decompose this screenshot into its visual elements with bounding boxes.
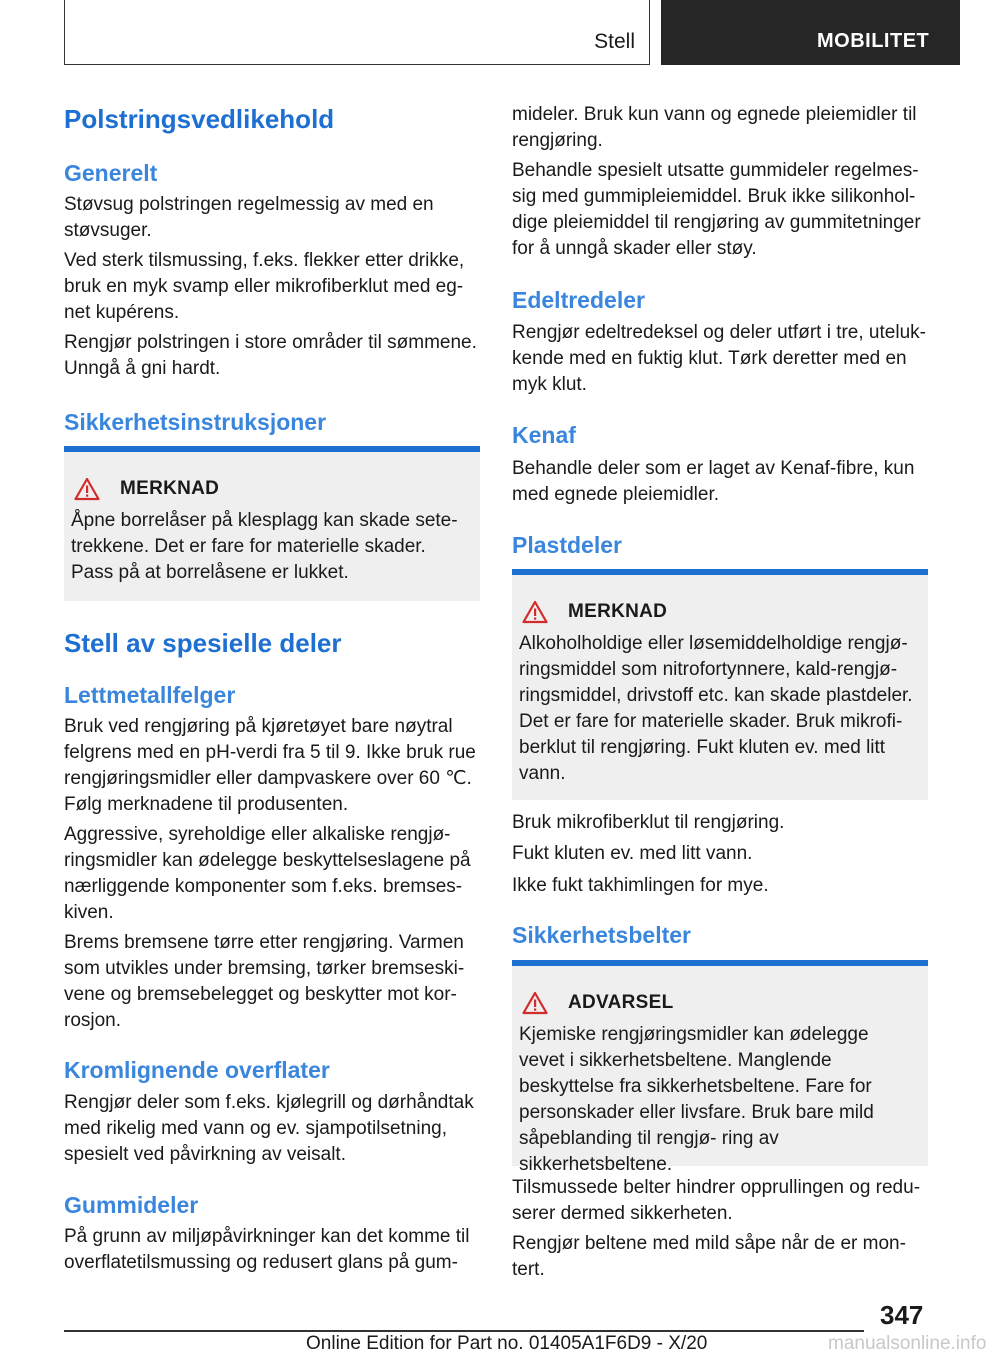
paragraph: Støvsug polstringen regelmessig av med en støvsuger.	[64, 194, 434, 241]
paragraph: Bruk mikrofiberklut til rengjøring.	[512, 812, 785, 833]
note-label: MERKNAD	[568, 601, 668, 622]
warning-triangle-icon	[522, 600, 548, 624]
paragraph: Brems bremsene tørre etter rengjøring. Varmen som utvikles under bremsing, tørker bremseski‐ vene og bremsebelegget og beskytter mot kor‐ rosjon.	[64, 932, 465, 1031]
paragraph: På grunn av miljøpåvirkninger kan det komme til overflatetilsmussing og redusert glans på gum‐	[64, 1226, 470, 1273]
note-box	[512, 569, 928, 800]
paragraph: Bruk ved rengjøring på kjøretøyet bare nøytral felgrens med en pH-verdi fra 5 til 9. Ikke bruk rue rengjøringsmidler eller dampvaskere over 60 ℃. Følg merknadene til produsenten.	[64, 716, 476, 815]
note-text: Kjemiske rengjøringsmidler kan ødelegge vevet i sikkerhetsbeltene. Manglende beskyttelse fra sikkerhetsbeltene. Fare for personskader eller livsfare. Bruk bare mild såpeblanding til rengjø‐ ring av sikkerhetsbeltene.	[519, 1024, 874, 1175]
note-header	[522, 990, 674, 1016]
heading-generelt: Generelt	[64, 160, 158, 186]
note-text: Alkoholholdige eller løsemiddelholdige rengjø‐ ringsmiddel som nitrofortynnere, kald-rengjø‐ ringsmiddel, drivstoff etc. kan skade plastdeler. Det er fare for materielle skader. Bruk mikrofi‐ berklut til rengjøring. Fukt kluten ev. med litt vann.	[519, 633, 913, 784]
header-chapter-label: MOBILITET	[817, 30, 930, 52]
heading-sikkerhetsinstruksjoner: Sikkerhetsinstruksjoner	[64, 409, 327, 435]
note-box	[64, 446, 480, 601]
heading-kenaf: Kenaf	[512, 422, 576, 448]
footer-watermark: manualsonline.info	[828, 1333, 986, 1354]
section-title-polstring: Polstringsvedlikehold	[64, 104, 335, 134]
heading-edeltredeler: Edeltredeler	[512, 287, 645, 313]
heading-lettmetallfelger: Lettmetallfelger	[64, 682, 236, 708]
note-header	[74, 476, 219, 502]
header-chapter-tab	[661, 0, 960, 65]
paragraph: Behandle spesielt utsatte gummideler regelmes‐ sig med gummipleiemiddel. Bruk ikke silikonhol‐ dige pleiemiddel til rengjøring av gummitetninger for å unngå skader eller støy.	[512, 160, 921, 259]
note-header	[522, 599, 667, 625]
footer-divider	[64, 1330, 864, 1332]
note-text: Åpne borrelåser på klesplagg kan skade sete‐ trekkene. Det er fare for materielle skader. Pass på at borrelåsene er lukket.	[71, 510, 458, 583]
paragraph: Rengjør beltene med mild såpe når de er mon‐ tert.	[512, 1233, 906, 1280]
paragraph: Behandle deler som er laget av Kenaf-fibre, kun med egnede pleiemidler.	[512, 458, 915, 505]
paragraph: Aggressive, syreholdige eller alkaliske rengjø‐ ringsmidler kan ødelegge beskyttelseslagene på nærliggende komponenter som f.eks. bremses‐ kiven.	[64, 824, 471, 923]
heading-gummideler: Gummideler	[64, 1192, 199, 1218]
heading-sikkerhetsbelter: Sikkerhetsbelter	[512, 922, 691, 948]
paragraph: Rengjør polstringen i store områder til sømmene. Unngå å gni hardt.	[64, 332, 477, 379]
paragraph: Ikke fukt takhimlingen for mye.	[512, 875, 769, 896]
paragraph: Tilsmussede belter hindrer opprullingen og redu‐ serer dermed sikkerheten.	[512, 1177, 921, 1224]
note-label: ADVARSEL	[568, 992, 674, 1013]
note-label: MERKNAD	[120, 478, 220, 499]
warning-triangle-icon	[74, 477, 100, 501]
paragraph: Rengjør deler som f.eks. kjølegrill og dørhåndtak med rikelig med vann og ev. sjampotilsetning, spesielt ved påvirkning av veisalt.	[64, 1092, 474, 1165]
paragraph: Fukt kluten ev. med litt vann.	[512, 843, 753, 864]
warning-triangle-icon	[522, 991, 548, 1015]
section-title-spesielle: Stell av spesielle deler	[64, 628, 342, 658]
header-section-box	[64, 0, 650, 65]
footer-edition: Online Edition for Part no. 01405A1F6D9 - X/20	[306, 1333, 708, 1354]
heading-kromlignende: Kromlignende overflater	[64, 1057, 330, 1083]
paragraph: Ved sterk tilsmussing, f.eks. flekker etter drikke, bruk en myk svamp eller mikrofiberklut med eg‐ net kupérens.	[64, 250, 465, 323]
page-number: 347	[880, 1300, 924, 1330]
header-section-label: Stell	[594, 30, 635, 53]
paragraph: mideler. Bruk kun vann og egnede pleiemidler til rengjøring.	[512, 104, 917, 151]
paragraph: Rengjør edeltredeksel og deler utført i tre, uteluk‐ kende med en fuktig klut. Tørk deretter med en myk klut.	[512, 322, 926, 395]
heading-plastdeler: Plastdeler	[512, 532, 622, 558]
warning-box	[512, 960, 928, 1175]
